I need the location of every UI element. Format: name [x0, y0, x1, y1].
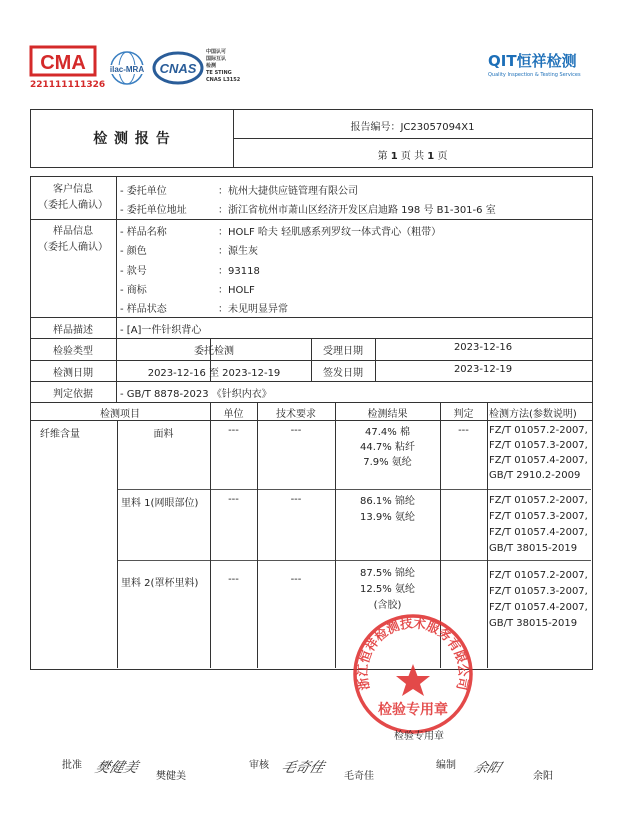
inspection-date-label: 检测日期	[53, 368, 93, 379]
stamp-star-icon	[396, 664, 430, 696]
review-label: 审核	[249, 760, 269, 771]
approve-label: 批准	[62, 760, 82, 771]
th-verdict: 判定	[453, 409, 474, 420]
row0-unit: ---	[228, 425, 239, 436]
issue-date-label: 签发日期	[323, 368, 363, 379]
row2-result: 87.5% 锦纶 12.5% 氨纶 (含胶)	[360, 568, 415, 611]
row0-verdict: ---	[458, 425, 469, 436]
cnas-icon	[152, 50, 204, 86]
inspection-type-label: 检验类型	[53, 346, 93, 357]
th-method: 检测方法(参数说明)	[489, 409, 577, 420]
row1-part: 里料 1(网眼部位)	[121, 498, 199, 509]
stamp-caption: 检验专用章	[394, 731, 444, 742]
received-date-label: 受理日期	[323, 346, 363, 357]
stamp-seal	[348, 612, 478, 742]
page-info: 第 1 页 共 1 页	[377, 151, 448, 162]
row2-method: FZ/T 01057.2-2007, FZ/T 01057.3-2007, FZ/T 01057.4-2007, GB/T 38015-2019	[489, 570, 588, 629]
row1-unit: ---	[228, 494, 239, 505]
cnas-logo	[152, 50, 204, 86]
client-unit-label: - 委托单位	[120, 186, 167, 197]
svg-text:CNAS: CNAS	[159, 61, 197, 76]
th-unit: 单位	[223, 409, 244, 420]
sample-status-label: - 样品状态	[120, 304, 167, 315]
row0-req: ---	[290, 425, 302, 436]
ilac-logo	[104, 50, 150, 90]
sample-brand-label: - 商标	[120, 285, 147, 296]
cma-logo	[28, 44, 106, 92]
client-unit-value: ：杭州大捷供应链管理有限公司	[218, 186, 358, 197]
sample-name-value: ：HOLF 哈夫 轻肌感系列罗纹一体式背心（粗带）	[218, 227, 442, 238]
svg-text:CMA: CMA	[40, 52, 86, 74]
basis-value: - GB/T 8878-2023 《针织内衣》	[120, 389, 272, 400]
row0-part: 面料	[153, 429, 174, 440]
sample-color-value: ：源生灰	[218, 246, 258, 257]
test-item: 纤维含量	[40, 429, 80, 440]
row0-result: 47.4% 棉 44.7% 粘纤 7.9% 氨纶	[360, 427, 415, 468]
issue-date-value: 2023-12-19	[453, 364, 513, 375]
qit-logo-text: QIT恒祥检测	[488, 52, 577, 70]
cma-code: 221111111326	[30, 80, 106, 90]
row1-method: FZ/T 01057.2-2007, FZ/T 01057.3-2007, FZ/T 01057.4-2007, GB/T 38015-2019	[489, 495, 588, 554]
basis-label: 判定依据	[53, 389, 93, 400]
compile-name: 余阳	[533, 771, 553, 782]
row2-part: 里料 2(罩杯里料)	[121, 578, 199, 589]
svg-text:ilac-MRA: ilac-MRA	[109, 65, 145, 74]
received-date-value: 2023-12-16	[453, 342, 513, 353]
row1-req: ---	[290, 494, 302, 505]
sample-style-value: ：93118	[218, 266, 260, 277]
row1-result: 86.1% 锦纶 13.9% 氨纶	[360, 496, 415, 523]
review-name: 毛奇佳	[344, 771, 374, 782]
sample-name-label: - 样品名称	[120, 227, 167, 238]
cnas-caption: 中国认可 国际互认 检测 TE STING CNAS L3152	[206, 49, 241, 83]
globe-icon	[104, 50, 150, 90]
description-value: - [A]一件针织背心	[120, 325, 202, 336]
cma-logo-icon	[28, 44, 98, 78]
svg-text:浙江恒祥检测技术服务有限公司: 浙江恒祥检测技术服务有限公司	[354, 615, 472, 692]
compile-signature: 余阳	[471, 761, 503, 776]
client-address-label: - 委托单位地址	[120, 205, 187, 216]
row2-req: ---	[290, 574, 302, 585]
svg-text:检验专用章: 检验专用章	[378, 702, 448, 718]
row2-unit: ---	[228, 574, 239, 585]
qit-tagline: Quality Inspection & Testing Services	[488, 72, 581, 78]
sample-brand-value: ：HOLF	[218, 285, 255, 296]
row0-method: FZ/T 01057.2-2007, FZ/T 01057.3-2007, FZ/T 01057.4-2007, GB/T 2910.2-2009	[489, 425, 588, 481]
review-signature: 毛奇佳	[279, 760, 327, 776]
sample-status-value: ：未见明显异常	[218, 304, 288, 315]
inspection-date-value: 2023-12-16 至 2023-12-19	[147, 368, 281, 379]
sample-style-label: - 款号	[120, 266, 147, 277]
report-number: 报告编号：JC23057094X1	[350, 122, 475, 133]
th-item: 检测项目	[100, 409, 140, 420]
sample-color-label: - 颜色	[120, 246, 147, 257]
official-stamp	[348, 612, 478, 742]
sample-section-label: 样品信息 （委托人确认）	[38, 226, 108, 253]
inspection-type-value: 委托检测	[194, 346, 234, 357]
client-section-label: 客户信息 （委托人确认）	[38, 184, 108, 211]
compile-label: 编制	[436, 760, 456, 771]
approve-signature: 樊健美	[93, 760, 141, 776]
th-result: 检测结果	[367, 409, 408, 420]
title-block	[30, 109, 593, 168]
approve-name: 樊健美	[156, 771, 186, 782]
description-label: 样品描述	[53, 325, 93, 336]
qit-logo	[488, 50, 598, 80]
client-address-value: ：浙江省杭州市萧山区经济开发区启迪路 198 号 B1-301-6 室	[218, 205, 496, 216]
report-title: 检 测 报 告	[93, 131, 171, 147]
th-requirement: 技术要求	[276, 409, 316, 420]
